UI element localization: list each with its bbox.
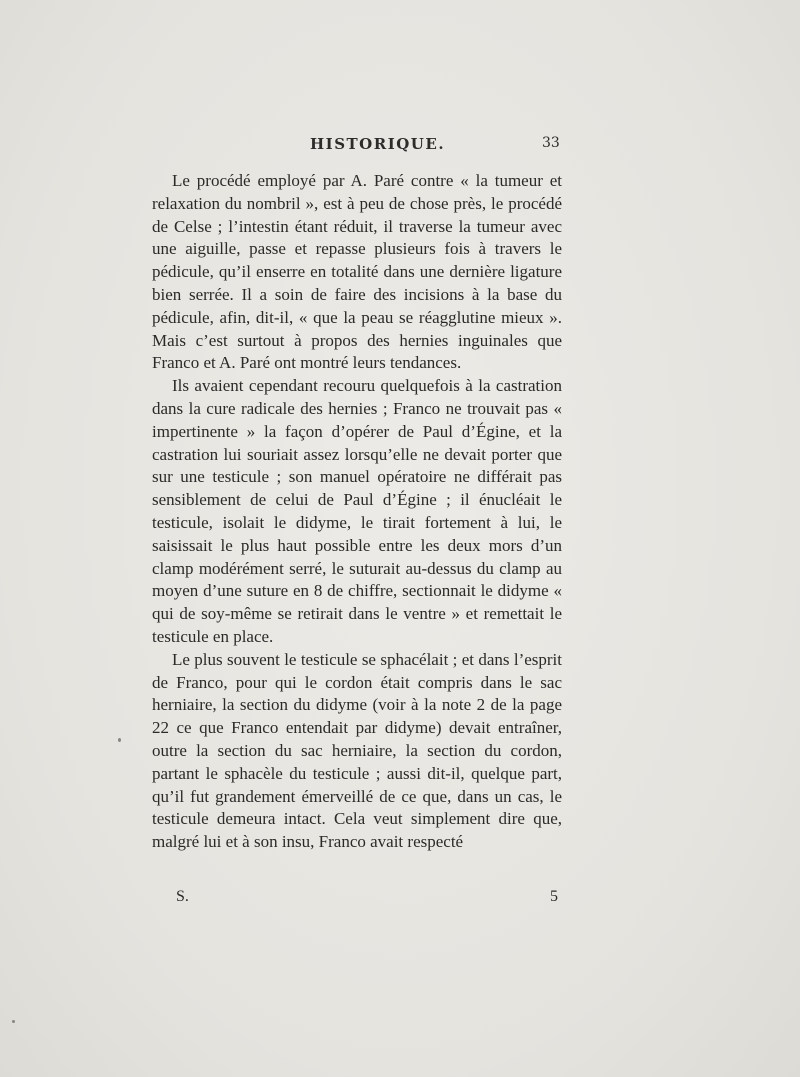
body-text: [152, 170, 562, 854]
paragraph: Le plus souvent le testicule se sphacélait ; et dans l’esprit de Franco, pour qui le cordon était compris dans le sac herniaire, la section du didyme (voir à la note 2 de la page 22 ce que Franco entendait par didyme) devait entraîner, outre la section du sac herniaire, la section du cordon, partant le sphacèle du testicule ; aussi dit-il, quelque part, qu’il fut grandement émerveillé de ce que, dans un cas, le testicule demeura intact. Cela veut simplement dire que, malgré lui et à son insu, Franco avait respecté: [152, 649, 562, 852]
paragraph: Ils avaient cependant recouru quelquefois à la castration dans la cure radicale des hernies ; Franco ne trouvait pas « impertinente » la façon d’opérer de Paul d’Égine, et la castration lui souriait assez lorsqu’elle ne devait porter que sur une testicule ; son manuel opératoire ne différait pas sensiblement de celui de Paul d’Égine ; il énucléait le testicule, isolait le didyme, le tirait fortement à lui, le saisissait le plus haut possible entre les deux mors d’un clamp modérément serré, le suturait au-dessus du clamp au moyen d’une suture en 8 de chiffre, sectionnait le didyme « qui de soy-même se retirait dans le ventre » et remettait le testicule en place.: [152, 376, 562, 646]
ink-speck: [12, 1020, 15, 1023]
running-head: HISTORIQUE.: [310, 135, 446, 153]
printer-signature: S.: [176, 888, 189, 905]
paragraph: Le procédé employé par A. Paré contre « la tumeur et relaxation du nombril », est à peu de chose près, le procédé de Celse ; l’intestin étant réduit, il traverse la tumeur avec une aiguille, passe et repasse plusieurs fois à travers le pédicule, qu’il enserre en totalité dans une dernière ligature bien serrée. Il a soin de faire des incisions à la base du pédicule, afin, dit-il, « que la peau se réagglutine mieux ». Mais c’est surtout à propos des hernies inguinales que Franco et A. Paré ont montré leurs tendances.: [152, 171, 562, 373]
page-footer: [0, 888, 800, 908]
sheet-number: 5: [550, 888, 558, 905]
ink-speck: [118, 738, 121, 742]
page-number: 33: [542, 135, 560, 151]
page-header: [0, 135, 800, 155]
